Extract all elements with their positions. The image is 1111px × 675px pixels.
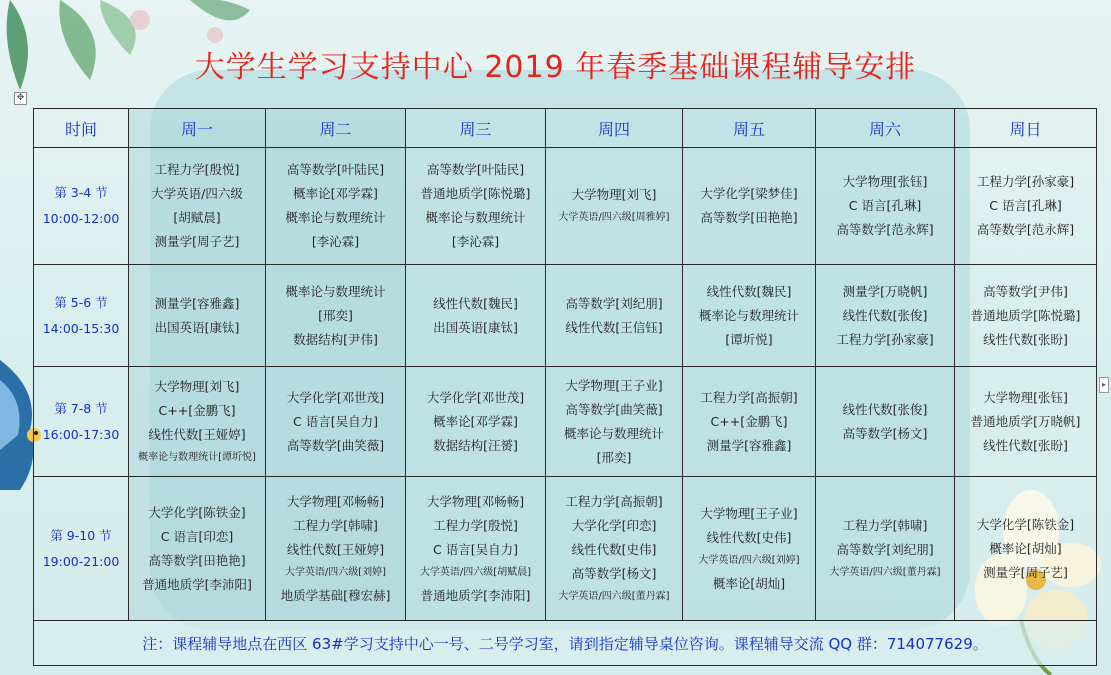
course-entry: 大学物理[张钰] (842, 174, 928, 189)
course-entry: 大学英语/四六级 (151, 186, 243, 201)
schedule-cell (816, 265, 955, 367)
schedule-cell (406, 477, 546, 621)
course-entry: [邢奕] (318, 307, 353, 323)
header-day: 周四 (546, 109, 683, 148)
schedule-cell (546, 265, 683, 367)
course-entry: 概率论[邓学霖] (293, 186, 378, 201)
course-entry: 大学英语/四六级[刘婷] (698, 554, 800, 566)
schedule-cell (406, 367, 546, 477)
schedule-cell (266, 265, 406, 367)
time-range: 14:00-15:30 (42, 320, 120, 336)
schedule-cell (406, 148, 546, 265)
course-entry: 高等数学[刘纪朋] (836, 541, 934, 557)
course-entry: 大学化学[梁梦佳] (700, 186, 798, 201)
course-entry: 高等数学[尹伟] (983, 283, 1068, 299)
move-icon[interactable]: ✥ (14, 92, 27, 105)
course-entry: 高等数学[范永辉] (976, 222, 1075, 237)
course-entry: 大学物理[张钰] (983, 389, 1068, 405)
time-range: 19:00-21:00 (42, 553, 120, 569)
schedule-cell (816, 367, 955, 477)
schedule-cell (129, 367, 266, 477)
course-entry: 大学化学[邓世茂] (286, 389, 385, 405)
course-entry: 测量学[容雅鑫] (706, 437, 792, 453)
note-row (34, 621, 1097, 666)
course-entry: C++[金鹏飞] (710, 413, 788, 429)
header-day: 周六 (816, 109, 955, 148)
course-entry: 大学物理[邓畅畅] (426, 493, 525, 509)
schedule-table (33, 108, 1097, 666)
course-entry: 概率论与数理统计 (425, 210, 526, 225)
course-entry: 大学英语/四六级[董丹霖] (829, 566, 941, 578)
course-entry: 工程力学[殷悦] (433, 517, 518, 533)
course-entry: C 语言[印恋] (160, 528, 234, 544)
course-entry: 高等数学[叶陆民] (286, 162, 385, 177)
course-entry: 普通地质学[万晓帆] (970, 413, 1081, 429)
course-entry: 概率论与数理统计[谭圻悦] (138, 451, 256, 463)
course-entry: 高等数学[刘纪朋] (565, 295, 663, 311)
course-entry: 大学英语/四六级[周雅婷] (558, 212, 670, 223)
course-entry: C 语言[孔琳] (848, 198, 922, 213)
course-entry: 概率论[胡灿] (712, 575, 786, 591)
course-entry: 测量学[万晓帆] (842, 283, 928, 299)
course-entry: 大学英语/四六级[刘婷] (284, 566, 387, 578)
schedule-cell (266, 477, 406, 621)
course-entry: 概率论与数理统计 (285, 210, 386, 225)
schedule-cell (266, 367, 406, 477)
course-entry: 大学物理[邓畅畅] (286, 493, 385, 509)
course-entry: 测量学[容雅鑫] (154, 295, 240, 311)
course-entry: 线性代数[魏民] (706, 283, 792, 299)
course-entry: 普通地质学[陈悦璐] (970, 307, 1081, 323)
course-entry: [李沁霖] (451, 234, 500, 249)
schedule-cell (129, 265, 266, 367)
course-entry: 概率论与数理统计 (698, 307, 799, 323)
course-entry: 概率论[邓学霖] (433, 413, 518, 429)
course-entry: 普通地质学[李沛阳] (142, 576, 252, 592)
course-entry: [李沁霖] (311, 234, 360, 249)
course-entry: 出国英语[康钛] (154, 319, 240, 335)
schedule-cell (129, 148, 266, 265)
header-row (34, 109, 1097, 148)
course-entry: C++[金鹏飞] (158, 402, 236, 418)
header-day: 周五 (683, 109, 816, 148)
course-entry: 线性代数[王娅婷] (148, 426, 246, 442)
course-entry: 大学物理[刘飞] (571, 187, 657, 202)
course-entry: 大学化学[陈铁金] (976, 516, 1075, 532)
schedule-cell (955, 265, 1097, 367)
course-entry: 工程力学[孙家豪] (836, 331, 934, 347)
course-entry: 大学英语/四六级[胡赋晨] (419, 566, 532, 578)
course-entry: [邢奕] (596, 449, 632, 465)
course-entry: 高等数学[田艳艳] (700, 210, 798, 225)
period-label: 第 3-4 节 (54, 185, 108, 200)
course-entry: 大学物理[王子业] (565, 377, 663, 393)
course-entry: 普通地质学[陈悦璐] (420, 186, 531, 201)
course-entry: 大学化学[陈铁金] (148, 504, 246, 520)
course-entry: 大学物理[王子业] (700, 505, 798, 521)
schedule-cell (266, 148, 406, 265)
course-entry: 概率论[胡灿] (989, 540, 1062, 556)
course-entry: 工程力学[高振朝] (565, 493, 663, 509)
header-time: 时间 (34, 109, 129, 148)
course-entry: 测量学[周子艺] (983, 564, 1068, 580)
schedule-cell (683, 477, 816, 621)
course-entry: 大学化学[邓世茂] (426, 389, 525, 405)
course-entry: 工程力学[孙家豪] (976, 174, 1075, 189)
course-entry: 工程力学[高振朝] (700, 389, 798, 405)
page-title: 大学生学习支持中心 2019 年春季基础课程辅导安排 (194, 50, 917, 85)
schedule-cell (683, 148, 816, 265)
footnote: 注：课程辅导地点在西区 63#学习支持中心一号、二号学习室，请到指定辅导桌位咨询。课程辅导交流 QQ 群：714077629。 (34, 621, 1097, 666)
period-label: 第 9-10 节 (50, 527, 112, 543)
schedule-cell (955, 367, 1097, 477)
course-entry: 出国英语[康钛] (433, 319, 518, 335)
time-slot-cell (34, 367, 129, 477)
schedule-cell (546, 367, 683, 477)
course-entry: 线性代数[张盼] (983, 331, 1068, 347)
course-entry: 大学物理[刘飞] (154, 378, 240, 394)
course-entry: 概率论与数理统计 (285, 283, 386, 299)
table-row (34, 477, 1097, 621)
header-day: 周二 (266, 109, 406, 148)
course-entry: C 语言[孔琳] (989, 198, 1062, 213)
course-entry: 高等数学[曲笑薇] (565, 401, 663, 417)
course-entry: 线性代数[张俊] (842, 307, 928, 323)
course-entry: [谭圻悦] (725, 331, 773, 347)
table-row (34, 367, 1097, 477)
course-entry: 地质学基础[穆宏赫] (280, 587, 391, 603)
course-entry: 工程力学[殷悦] (154, 162, 240, 177)
course-entry: 数据结构[汪赟] (433, 437, 518, 453)
table-row (34, 265, 1097, 367)
course-entry: 工程力学[韩啸] (293, 517, 378, 533)
schedule-cell (955, 477, 1097, 621)
table-row (34, 148, 1097, 265)
course-entry: 概率论与数理统计 (563, 425, 664, 441)
course-entry: 高等数学[范永辉] (836, 222, 934, 237)
course-entry: 大学化学[印恋] (571, 517, 657, 533)
schedule-cell (683, 265, 816, 367)
header-day: 周日 (955, 109, 1097, 148)
course-entry: 线性代数[史伟] (706, 529, 792, 545)
resize-handle-icon[interactable]: ▸ (1099, 377, 1109, 393)
schedule-cell (546, 477, 683, 621)
course-entry: C 语言[吴自力] (293, 413, 378, 429)
course-entry: 普通地质学[李沛阳] (420, 587, 531, 603)
schedule-cell (683, 367, 816, 477)
course-entry: [胡赋晨] (173, 210, 221, 225)
course-entry: 线性代数[张俊] (842, 401, 928, 417)
course-entry: C 语言[吴自力] (433, 541, 518, 557)
course-entry: 线性代数[魏民] (433, 295, 518, 311)
course-entry: 高等数学[田艳艳] (148, 552, 246, 568)
course-entry: 测量学[周子艺] (154, 234, 240, 249)
time-slot-cell (34, 148, 129, 265)
period-label: 第 7-8 节 (54, 400, 108, 416)
course-entry: 高等数学[曲笑薇] (286, 437, 385, 453)
course-entry: 高等数学[杨文] (842, 425, 928, 441)
time-range: 16:00-17:30 (42, 426, 120, 442)
course-entry: 工程力学[韩啸] (842, 517, 928, 533)
time-slot-cell (34, 477, 129, 621)
course-entry: 大学英语/四六级[董丹霖] (558, 590, 670, 602)
schedule-cell (816, 148, 955, 265)
time-range: 10:00-12:00 (42, 211, 120, 226)
course-entry: 数据结构[尹伟] (293, 331, 378, 347)
period-label: 第 5-6 节 (54, 294, 108, 310)
schedule-cell (546, 148, 683, 265)
schedule-cell (406, 265, 546, 367)
course-entry: 线性代数[张盼] (983, 437, 1068, 453)
course-entry: 高等数学[叶陆民] (426, 162, 525, 177)
course-entry: 线性代数[王信钰] (565, 319, 663, 335)
course-entry: 线性代数[史伟] (571, 541, 657, 557)
header-day: 周一 (129, 109, 266, 148)
time-slot-cell (34, 265, 129, 367)
course-entry: 高等数学[杨文] (571, 565, 657, 581)
schedule-cell (816, 477, 955, 621)
schedule-cell (955, 148, 1097, 265)
schedule-cell (129, 477, 266, 621)
header-day: 周三 (406, 109, 546, 148)
course-entry: 线性代数[王娅婷] (286, 541, 385, 557)
